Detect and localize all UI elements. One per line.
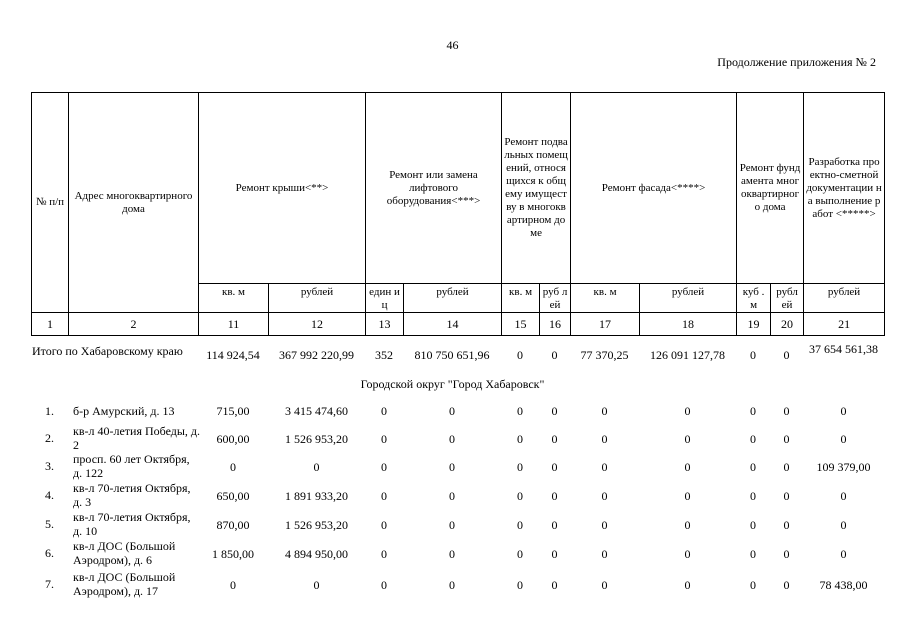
total-value: 114 924,54 bbox=[206, 348, 260, 362]
table-row bbox=[31, 452, 884, 480]
total-label: Итого по Хабаровскому краю bbox=[32, 344, 183, 358]
total-value: 0 bbox=[551, 348, 558, 362]
row-value: 0 bbox=[783, 578, 790, 592]
total-value: 0 bbox=[517, 348, 523, 362]
row-value: 0 bbox=[750, 489, 756, 503]
row-value: 1 891 933,20 bbox=[285, 489, 348, 503]
header-roof: Ремонт крыши<**> bbox=[199, 93, 366, 284]
row-value: 109 379,00 bbox=[816, 460, 871, 474]
row-value: 0 bbox=[230, 460, 236, 474]
continuation-label: Продолжение приложения № 2 bbox=[717, 55, 876, 69]
row-value: 0 bbox=[601, 489, 608, 503]
row-value: 0 bbox=[601, 518, 608, 532]
row-value: 0 bbox=[684, 578, 691, 592]
row-value: 0 bbox=[684, 518, 691, 532]
row-address: кв-л ДОС (Большой Аэродром), д. 6 bbox=[73, 539, 176, 567]
total-value: 810 750 651,96 bbox=[414, 348, 490, 362]
total-value: 37 654 561,38 bbox=[809, 342, 878, 356]
row-value: 0 bbox=[750, 518, 756, 532]
row-value: 0 bbox=[230, 578, 236, 592]
row-value: 0 bbox=[750, 404, 756, 418]
row-value: 3 415 474,60 bbox=[285, 404, 348, 418]
header-num: № п/п bbox=[32, 93, 69, 313]
row-number: 5. bbox=[45, 517, 54, 531]
unit-lift-qty: един иц bbox=[366, 284, 404, 313]
row-value: 0 bbox=[517, 489, 523, 503]
unit-facade-qty: кв. м bbox=[571, 284, 640, 313]
row-number: 6. bbox=[45, 546, 54, 560]
unit-basement-rub: руб лей bbox=[540, 284, 571, 313]
header-design: Разработка проектно-сметной документации на выполнение работ <*****> bbox=[804, 93, 885, 284]
row-value: 0 bbox=[783, 460, 790, 474]
total-value: 0 bbox=[750, 348, 756, 362]
table-row bbox=[31, 570, 884, 598]
row-value: 0 bbox=[783, 432, 790, 446]
row-value: 0 bbox=[449, 547, 455, 561]
total-value: 0 bbox=[783, 348, 790, 362]
unit-lift-rub: рублей bbox=[404, 284, 502, 313]
column-number: 21 bbox=[804, 313, 885, 336]
column-number: 13 bbox=[366, 313, 404, 336]
row-value: 0 bbox=[601, 547, 608, 561]
unit-roof-qty: кв. м bbox=[199, 284, 269, 313]
row-value: 0 bbox=[381, 518, 387, 532]
row-value: 0 bbox=[449, 432, 455, 446]
row-value: 870,00 bbox=[216, 518, 250, 532]
row-value: 4 894 950,00 bbox=[285, 547, 348, 561]
row-value: 0 bbox=[750, 578, 756, 592]
header-facade: Ремонт фасада<****> bbox=[571, 93, 737, 284]
row-number: 3. bbox=[45, 459, 54, 473]
header-table bbox=[31, 92, 885, 336]
unit-roof-rub: рублей bbox=[269, 284, 366, 313]
row-value: 0 bbox=[750, 432, 756, 446]
row-value: 0 bbox=[601, 460, 608, 474]
row-value: 715,00 bbox=[216, 404, 250, 418]
row-value: 0 bbox=[783, 547, 790, 561]
row-value: 0 bbox=[517, 578, 523, 592]
row-value: 1 526 953,20 bbox=[285, 518, 348, 532]
column-number: 12 bbox=[269, 313, 366, 336]
total-row bbox=[31, 340, 884, 368]
row-address: кв-л ДОС (Большой Аэродром), д. 17 bbox=[73, 570, 176, 598]
total-value: 126 091 127,78 bbox=[650, 348, 725, 362]
row-value: 0 bbox=[601, 404, 608, 418]
row-value: 1 850,00 bbox=[212, 547, 254, 561]
header-address: Адрес многоквартирного дома bbox=[69, 93, 199, 313]
column-number: 14 bbox=[404, 313, 502, 336]
header-lift: Ремонт или замена лифтового оборудования<***> bbox=[366, 93, 502, 284]
row-value: 0 bbox=[381, 404, 387, 418]
unit-basement-qty: кв. м bbox=[502, 284, 540, 313]
column-number: 2 bbox=[69, 313, 199, 336]
header-foundation: Ремонт фундамента многоквартирного дома bbox=[737, 93, 804, 284]
row-value: 600,00 bbox=[216, 432, 250, 446]
row-value: 0 bbox=[381, 432, 387, 446]
row-number: 2. bbox=[45, 431, 54, 445]
row-value: 0 bbox=[783, 489, 790, 503]
unit-design-rub: рублей bbox=[804, 284, 885, 313]
row-value: 0 bbox=[840, 404, 847, 418]
row-value: 0 bbox=[684, 404, 691, 418]
row-address: просп. 60 лет Октября, д. 122 bbox=[73, 452, 190, 480]
row-value: 0 bbox=[449, 404, 455, 418]
row-value: 0 bbox=[601, 578, 608, 592]
unit-facade-rub: рублей bbox=[640, 284, 737, 313]
row-value: 0 bbox=[750, 460, 756, 474]
row-value: 0 bbox=[551, 460, 558, 474]
row-value: 0 bbox=[783, 518, 790, 532]
column-number: 1 bbox=[32, 313, 69, 336]
row-value: 0 bbox=[840, 518, 847, 532]
table-row bbox=[31, 481, 884, 509]
column-number: 18 bbox=[640, 313, 737, 336]
column-number: 20 bbox=[771, 313, 804, 336]
column-number: 16 bbox=[540, 313, 571, 336]
row-address: кв-л 70-летия Октября, д. 3 bbox=[73, 481, 191, 509]
row-value: 0 bbox=[517, 547, 523, 561]
row-value: 0 bbox=[517, 404, 523, 418]
unit-foundation-rub: рубл ей bbox=[771, 284, 804, 313]
row-value: 650,00 bbox=[216, 489, 250, 503]
row-value: 0 bbox=[551, 518, 558, 532]
row-value: 0 bbox=[684, 489, 691, 503]
row-value: 0 bbox=[601, 432, 608, 446]
row-number: 7. bbox=[45, 577, 54, 591]
row-value: 0 bbox=[551, 432, 558, 446]
row-value: 0 bbox=[750, 547, 756, 561]
row-value: 0 bbox=[517, 460, 523, 474]
row-value: 0 bbox=[313, 460, 320, 474]
row-address: кв-л 40-летия Победы, д. 2 bbox=[73, 424, 201, 452]
header-basement: Ремонт подвальных помещений, относящихся к общему имуществу в многоквартирном доме bbox=[502, 93, 571, 284]
table-row bbox=[31, 510, 884, 538]
row-value: 0 bbox=[684, 547, 691, 561]
row-value: 0 bbox=[551, 547, 558, 561]
row-number: 1. bbox=[45, 404, 54, 418]
row-value: 0 bbox=[684, 460, 691, 474]
row-value: 0 bbox=[840, 432, 847, 446]
total-value: 367 992 220,99 bbox=[279, 348, 354, 362]
row-value: 0 bbox=[313, 578, 320, 592]
column-number: 19 bbox=[737, 313, 771, 336]
row-value: 0 bbox=[551, 578, 558, 592]
row-number: 4. bbox=[45, 488, 54, 502]
row-value: 0 bbox=[381, 578, 387, 592]
row-value: 0 bbox=[517, 432, 523, 446]
unit-foundation-qty: куб . м bbox=[737, 284, 771, 313]
column-number: 17 bbox=[571, 313, 640, 336]
row-value: 0 bbox=[449, 489, 455, 503]
column-number: 15 bbox=[502, 313, 540, 336]
row-value: 0 bbox=[517, 518, 523, 532]
table-row bbox=[31, 396, 884, 424]
total-value: 77 370,25 bbox=[580, 348, 629, 362]
row-value: 0 bbox=[840, 489, 847, 503]
page-number: 46 bbox=[446, 38, 459, 52]
row-value: 0 bbox=[684, 432, 691, 446]
row-value: 0 bbox=[551, 489, 558, 503]
row-value: 0 bbox=[783, 404, 790, 418]
row-address: б-р Амурский, д. 13 bbox=[73, 404, 175, 418]
table-row bbox=[31, 424, 884, 452]
table-row bbox=[31, 539, 884, 567]
row-value: 0 bbox=[449, 460, 455, 474]
section-title: Городской округ "Город Хабаровск" bbox=[360, 377, 545, 391]
row-value: 0 bbox=[840, 547, 847, 561]
column-number: 11 bbox=[199, 313, 269, 336]
row-value: 0 bbox=[449, 518, 455, 532]
row-value: 0 bbox=[551, 404, 558, 418]
total-value: 352 bbox=[375, 348, 393, 362]
row-value: 1 526 953,20 bbox=[285, 432, 348, 446]
row-value: 0 bbox=[381, 460, 387, 474]
row-value: 0 bbox=[381, 489, 387, 503]
row-value: 0 bbox=[381, 547, 387, 561]
row-address: кв-л 70-летия Октября, д. 10 bbox=[73, 510, 191, 538]
row-value: 0 bbox=[449, 578, 455, 592]
row-value: 78 438,00 bbox=[819, 578, 868, 592]
